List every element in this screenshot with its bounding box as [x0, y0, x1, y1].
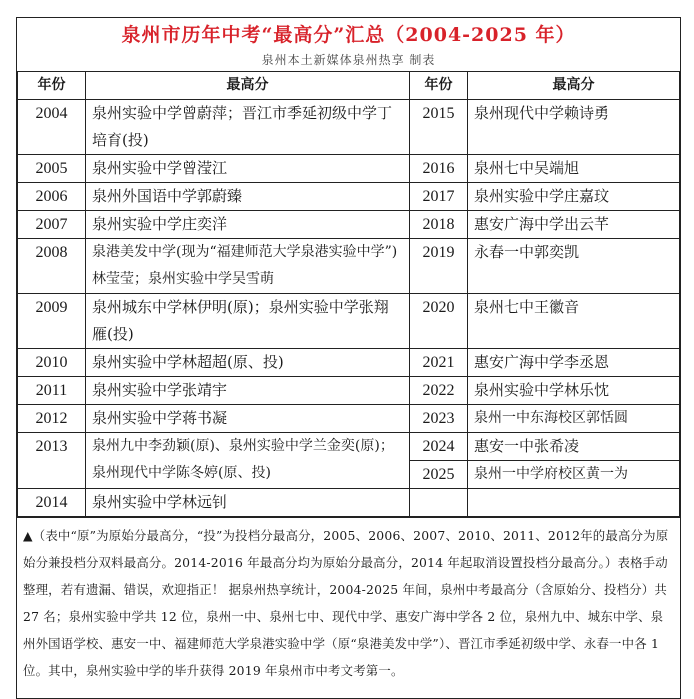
table-row — [18, 239, 680, 294]
year-cell: 2023 — [410, 405, 468, 433]
header-year: 年份 — [18, 72, 86, 100]
table-row — [18, 433, 680, 461]
name-cell: 泉州实验中学曾蔚萍；晋江市季延初级中学丁培育(投) — [86, 100, 410, 155]
footnote: ▲（表中“原”为原始分最高分，“投”为投档分最高分，2005、2006、2007、2010、2011、2012年的最高分为原始分兼投档分双料最高分。2014-2016 年最高分均为原始分最高分，2014 年起取消设置投档分最高分。）表格手动整理，若有遗漏、错误，欢迎指正！ 据泉州热享统计，2004-2025 年间，泉州中考最高分（含原始分、投档分）共 27 名；泉州实验中学共 12 位，泉州一中、泉州七中、现代中学、惠安广海中学各 2 位，泉州九中、城东中学、泉州外国语学校、惠安一中、福建师范大学泉港实验中学（原“泉港美发中学”）、晋江市季延初级中学、永春一中各 1 位。其中，泉州实验中学的毕升获得 2019 年泉州市中考文考第一。 — [17, 517, 680, 698]
name-cell: 泉州一中东海校区郭恬圆 — [468, 405, 680, 433]
year-cell: 2013 — [18, 433, 86, 489]
year-cell: 2006 — [18, 183, 86, 211]
table-row — [18, 100, 680, 155]
name-cell: 泉州实验中学林远钊 — [86, 489, 410, 517]
table-row — [18, 294, 680, 349]
year-cell: 2018 — [410, 211, 468, 239]
year-cell: 2004 — [18, 100, 86, 155]
name-cell: 泉州现代中学赖诗勇 — [468, 100, 680, 155]
year-cell: 2014 — [18, 489, 86, 517]
year-cell: 2012 — [18, 405, 86, 433]
empty-cell — [468, 489, 680, 517]
name-cell: 泉州外国语中学郭蔚臻 — [86, 183, 410, 211]
name-cell: 泉州实验中学林超超(原、投) — [86, 349, 410, 377]
table-row — [18, 405, 680, 433]
name-cell: 泉州一中学府校区黄一为 — [468, 461, 680, 489]
name-cell: 泉州七中吴端旭 — [468, 155, 680, 183]
year-cell: 2007 — [18, 211, 86, 239]
page-title: 泉州市历年中考“最高分”汇总（2004-2025 年） — [121, 24, 576, 46]
table-row — [18, 211, 680, 239]
year-cell: 2022 — [410, 377, 468, 405]
name-cell: 惠安广海中学出云芊 — [468, 211, 680, 239]
year-cell: 2008 — [18, 239, 86, 294]
name-cell: 泉州七中王徽音 — [468, 294, 680, 349]
summary-table-container — [16, 17, 681, 699]
subtitle: 泉州本土新媒体泉州热享 制表 — [261, 53, 436, 67]
empty-cell — [410, 489, 468, 517]
year-cell: 2016 — [410, 155, 468, 183]
year-cell: 2019 — [410, 239, 468, 294]
name-cell: 泉州实验中学庄嘉玟 — [468, 183, 680, 211]
name-cell: 泉州实验中学林乐忱 — [468, 377, 680, 405]
name-cell: 永春一中郭奕凯 — [468, 239, 680, 294]
name-cell: 泉州实验中学庄奕洋 — [86, 211, 410, 239]
year-cell: 2005 — [18, 155, 86, 183]
name-cell: 惠安一中张希凌 — [468, 433, 680, 461]
table-row — [18, 489, 680, 517]
name-cell: 泉州实验中学张靖宇 — [86, 377, 410, 405]
header-year: 年份 — [410, 72, 468, 100]
year-cell: 2021 — [410, 349, 468, 377]
table-header-row — [18, 72, 680, 100]
table-row — [18, 377, 680, 405]
year-cell: 2020 — [410, 294, 468, 349]
name-cell: 泉港美发中学(现为“福建师范大学泉港实验中学”)林莹莹；泉州实验中学吴雪萌 — [86, 239, 410, 294]
year-cell: 2015 — [410, 100, 468, 155]
top-scores-table — [17, 71, 680, 517]
header-top-score: 最高分 — [468, 72, 680, 100]
name-cell: 泉州九中李劲颖(原)、泉州实验中学兰金奕(原)；泉州现代中学陈冬婷(原、投) — [86, 433, 410, 489]
year-cell: 2025 — [410, 461, 468, 489]
name-cell: 泉州实验中学曾滢江 — [86, 155, 410, 183]
year-cell: 2010 — [18, 349, 86, 377]
name-cell: 惠安广海中学李丞恩 — [468, 349, 680, 377]
name-cell: 泉州城东中学林伊明(原)；泉州实验中学张翔雁(投) — [86, 294, 410, 349]
table-row — [18, 183, 680, 211]
name-cell: 泉州实验中学蒋书凝 — [86, 405, 410, 433]
header-top-score: 最高分 — [86, 72, 410, 100]
table-row — [18, 349, 680, 377]
year-cell: 2009 — [18, 294, 86, 349]
year-cell: 2011 — [18, 377, 86, 405]
year-cell: 2017 — [410, 183, 468, 211]
year-cell: 2024 — [410, 433, 468, 461]
table-row — [18, 155, 680, 183]
